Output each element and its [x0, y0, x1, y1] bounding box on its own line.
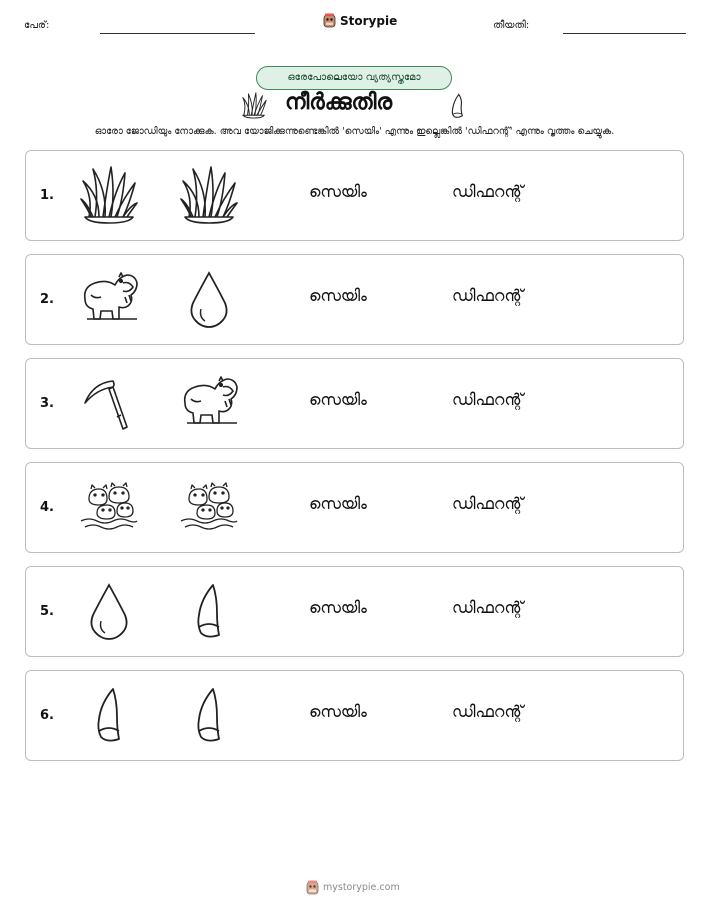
question-number: 4. — [40, 500, 54, 515]
name-field[interactable] — [100, 33, 255, 34]
tusk-icon — [179, 581, 239, 641]
same-option[interactable]: സെയിം — [309, 286, 367, 305]
date-field[interactable] — [563, 33, 686, 34]
brand-name: Storypie — [340, 13, 398, 28]
question-number: 2. — [40, 292, 54, 307]
grass-icon — [179, 165, 239, 225]
question-row — [25, 670, 684, 761]
hippo-icon — [79, 269, 139, 329]
footer-url: mystorypie.com — [323, 882, 400, 893]
same-option[interactable]: സെയിം — [309, 182, 367, 201]
brand-logo — [323, 13, 397, 28]
same-option[interactable]: സെയിം — [309, 702, 367, 721]
different-option[interactable]: ഡിഫറന്റ് — [452, 494, 524, 513]
question-row — [25, 358, 684, 449]
scythe-icon — [79, 373, 139, 433]
question-row — [25, 462, 684, 553]
question-number: 6. — [40, 708, 54, 723]
page-title: നീർക്കുതിര — [285, 90, 393, 115]
question-row — [25, 150, 684, 241]
hippo-icon — [179, 373, 239, 433]
storypie-mascot-icon — [306, 880, 319, 895]
grass-icon — [79, 165, 139, 225]
date-label: തീയതി: — [493, 20, 530, 31]
question-number: 3. — [40, 396, 54, 411]
different-option[interactable]: ഡിഫറന്റ് — [452, 702, 524, 721]
water-drop-icon — [79, 581, 139, 641]
same-option[interactable]: സെയിം — [309, 494, 367, 513]
worksheet-type-badge: ഒരേപോലെയോ വ്യത്യസ്തമോ — [256, 66, 452, 90]
question-row — [25, 254, 684, 345]
hippo-group-icon — [79, 477, 139, 537]
question-row — [25, 566, 684, 657]
question-number: 1. — [40, 188, 54, 203]
question-number: 5. — [40, 604, 54, 619]
same-option[interactable]: സെയിം — [309, 598, 367, 617]
worksheet-header — [0, 0, 709, 40]
instructions: ഓരോ ജോഡിയും നോക്കുക. അവ യോജിക്കുന്നുണ്ടെങ്കിൽ 'സെയിം' എന്നും ഇല്ലെങ്കിൽ 'ഡിഫറന്റ്' എന്നും വൃത്തം ചെയ്യുക. — [94, 126, 615, 137]
storypie-mascot-icon — [323, 13, 336, 28]
tusk-icon — [79, 685, 139, 745]
water-drop-icon — [179, 269, 239, 329]
grass-icon — [240, 91, 268, 119]
different-option[interactable]: ഡിഫറന്റ് — [452, 390, 524, 409]
hippo-group-icon — [179, 477, 239, 537]
title-row — [0, 89, 709, 123]
different-option[interactable]: ഡിഫറന്റ് — [452, 286, 524, 305]
tusk-icon — [179, 685, 239, 745]
tusk-icon — [449, 92, 465, 120]
footer — [306, 880, 400, 895]
different-option[interactable]: ഡിഫറന്റ് — [452, 182, 524, 201]
different-option[interactable]: ഡിഫറന്റ് — [452, 598, 524, 617]
same-option[interactable]: സെയിം — [309, 390, 367, 409]
name-label: പേര്: — [24, 20, 50, 31]
